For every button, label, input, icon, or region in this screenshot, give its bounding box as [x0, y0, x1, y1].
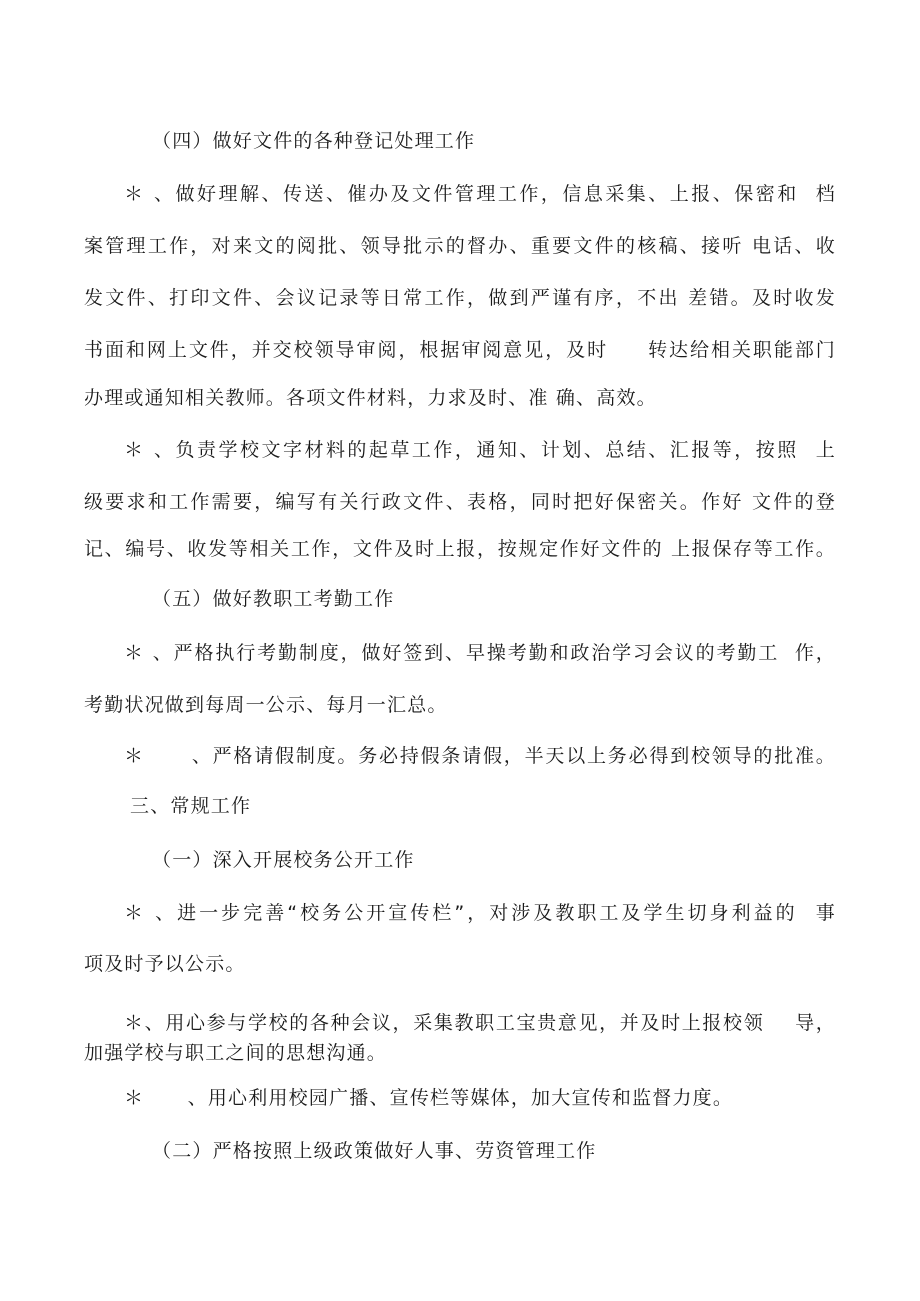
section-heading: 三、常规工作	[130, 795, 252, 817]
paragraph-line: 案管理工作，对来文的阅批、领导批示的督办、重要文件的核稿、接听 电话、收	[84, 235, 836, 257]
paragraph-line: 项及时予以公示。	[84, 953, 246, 975]
paragraph-line: ＊、用心参与学校的各种会议，采集教职工宝贵意见，并及时上报校领 导，	[124, 1012, 836, 1034]
paragraph-line: ＊ 、负责学校文字材料的起草工作，通知、计划、总结、汇报等，按照 上	[124, 439, 836, 461]
paragraph-line: 办理或通知相关教师。各项文件材料，力求及时、准 确、高效。	[84, 387, 657, 409]
paragraph-line: ＊ 、进一步完善“校务公开宣传栏”，对涉及教职工及学生切身利益的 事	[124, 902, 836, 924]
heading-four: （四）做好文件的各种登记处理工作	[152, 130, 476, 152]
paragraph-line: 加强学校与职工之间的思想沟通。	[84, 1042, 388, 1064]
paragraph-line: 级要求和工作需要，编写有关行政文件、表格，同时把好保密关。作好 文件的登	[84, 491, 836, 513]
paragraph-line: 考勤状况做到每周一公示、每月一汇总。	[84, 694, 448, 716]
paragraph-line: 记、编号、收发等相关工作，文件及时上报，按规定作好文件的 上报保存等工作。	[84, 538, 836, 560]
paragraph-line: 书面和网上文件，并交校领导审阅，根据审阅意见，及时 转达给相关职能部门	[84, 339, 836, 361]
paragraph-line: ＊ 、做好理解、传送、催办及文件管理工作，信息采集、上报、保密和 档	[124, 183, 836, 205]
paragraph-line: ＊ 、严格执行考勤制度，做好签到、早操考勤和政治学习会议的考勤工 作，	[124, 642, 836, 664]
heading-five: （五）做好教职工考勤工作	[152, 588, 395, 610]
heading-two: （二）严格按照上级政策做好人事、劳资管理工作	[152, 1140, 597, 1162]
heading-one: （一）深入开展校务公开工作	[152, 849, 415, 871]
paragraph-line: ＊ 、用心利用校园广播、宣传栏等媒体，加大宣传和监督力度。	[124, 1087, 734, 1109]
paragraph-line: ＊ 、严格请假制度。务必持假条请假，半天以上务必得到校领导的批准。	[124, 745, 836, 767]
paragraph-line: 发文件、打印文件、会议记录等日常工作，做到严谨有序，不出 差错。及时收发	[84, 287, 836, 309]
